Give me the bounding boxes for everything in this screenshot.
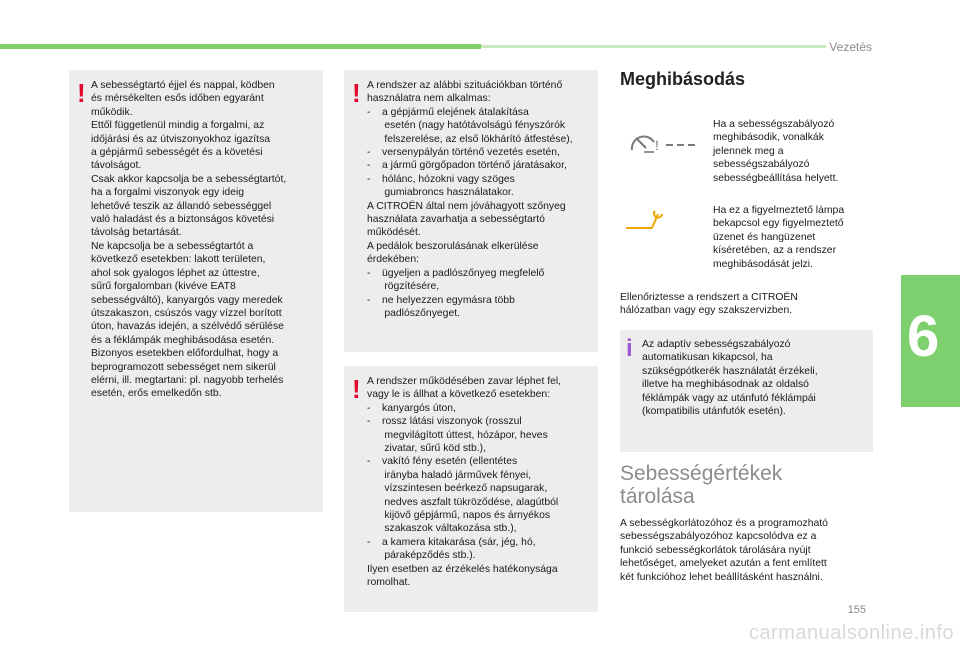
warning-box-2 [344, 70, 598, 352]
warning-box-3-text: A rendszer működésében zavar léphet fel, vagy le is állhat a következő esetekben: - kanyargós úton, - rossz látási viszonyok (rosszul megvilágított úttest, hózápor, heves zivatar, sűrű köd stb.), - vakító fény esetén (ellentétes irányba haladó járművek fényei, vízszintesen beérkező napsugarak, nedves aszfalt tükröződése, alagútból kijövő gépjármű, napos és árnyékos szakaszok váltakozása stb.), - a kamera kitakarása (sár, jég, hó, páraképződés stb.). Ilyen esetben az érzékelés hatékonysága romolhat. [367, 376, 562, 589]
speed-storage-text: A sebességkorlátozóhoz és a programozható sebességszabályozóhoz kapcsolódva ez a funkció sebességkorlátok tárolására nyújt lehetőséget, amelyeket azután a fent említett két funkcióhoz lehet beállításként használni. [620, 518, 828, 583]
svg-text:!: ! [655, 137, 659, 153]
section-title: Vezetés [829, 40, 872, 54]
warning-box-3 [344, 366, 598, 612]
chapter-number: 6 [907, 304, 940, 369]
warning-symbol: ! [352, 78, 361, 108]
section-heading-malfunction: Meghibásodás [620, 69, 746, 89]
wrench-icon [624, 206, 664, 232]
speedometer-warning-icon [628, 128, 698, 158]
check-system-text: Ellenőriztesse a rendszert a CITROËN hálózatban vagy egy szakszervizben. [620, 292, 798, 317]
warning-lamp-text: Ha ez a figyelmeztető lámpa bekapcsol egy figyelmeztető üzenet és hangüzenet kíséretében, az a rendszer meghibásodását jelzi. [713, 205, 845, 270]
header-bar [0, 44, 481, 49]
malfunction-dashes-text: Ha a sebességszabályozó meghibásodik, vonalkák jelennek meg a sebességszabályozó sebességbeállítása helyett. [713, 119, 839, 184]
chapter-tab [901, 275, 960, 407]
warning-symbol: ! [77, 78, 86, 108]
section-heading-speed-storage: Sebességértékek tárolása [620, 462, 783, 508]
page-number: 155 [847, 604, 866, 616]
header-bar-light [481, 45, 826, 48]
info-symbol: i [626, 335, 633, 362]
warning-box-2-text: A rendszer az alábbi szituációkban történő használatra nem alkalmas: - a gépjármű elejének átalakítása esetén (nagy hatótávolságú fényszórók felszerelése, az első lökhárító átfestése), - versenypályán történő vezetés esetén, - a jármű görgőpadon történő járatásakor, - hólánc, hózokni vagy szöges gumiabroncs használatakor. A CITROËN által nem jóváhagyott szőnyeg használata zavarhatja a sebességtartó működését. A pedálok beszorulásának elkerülése érdekében: - ügyeljen a padlószőnyeg megfelelő rögzítésére, - ne helyezzen egymásra több padlószőnyeget. [367, 80, 573, 319]
warning-box-1-text: A sebességtartó éjjel és nappal, ködben és mérsékelten esős időben egyaránt működik. Ettől függetlenül mindig a forgalmi, az időjárási és az útviszonyokhoz igazítsa a gépjármű sebességét és a követési távolságot. Csak akkor kapcsolja be a sebességtartót, ha a forgalmi viszonyok egy ideig lehetővé teszik az állandó sebességgel való haladást és a biztonságos követési távolság betartását. Ne kapcsolja be a sebességtartót a következő esetekben: lakott területen, ahol sok gyalogos léphet az úttestre, sűrű forgalomban (kivéve EAT8 sebességváltó), kanyargós vagy meredek útszakaszon, csúszós vagy vízzel borított úton, havazás idején, a szélvédő sérülése és a féklámpák meghibásodása esetén. Bizonyos esetekben előfordulhat, hogy a beprogramozott sebességet nem sikerül elérni, ill. megtartani: pl. nagyobb terhelés esetén, erős emelkedőn stb. [91, 80, 287, 400]
warning-box-1 [69, 70, 323, 512]
warning-symbol: ! [352, 374, 361, 404]
watermark: carmanualsonline.info [748, 622, 954, 644]
info-box-text: Az adaptív sebességszabályozó automatikusan kikapcsol, ha szükségpótkerék használatát érzékeli, illetve ha meghibásodnak az oldalsó féklámpák vagy az utánfutó féklámpái (kompatibilis utánfutók esetén). [642, 339, 818, 418]
info-box [620, 330, 873, 452]
